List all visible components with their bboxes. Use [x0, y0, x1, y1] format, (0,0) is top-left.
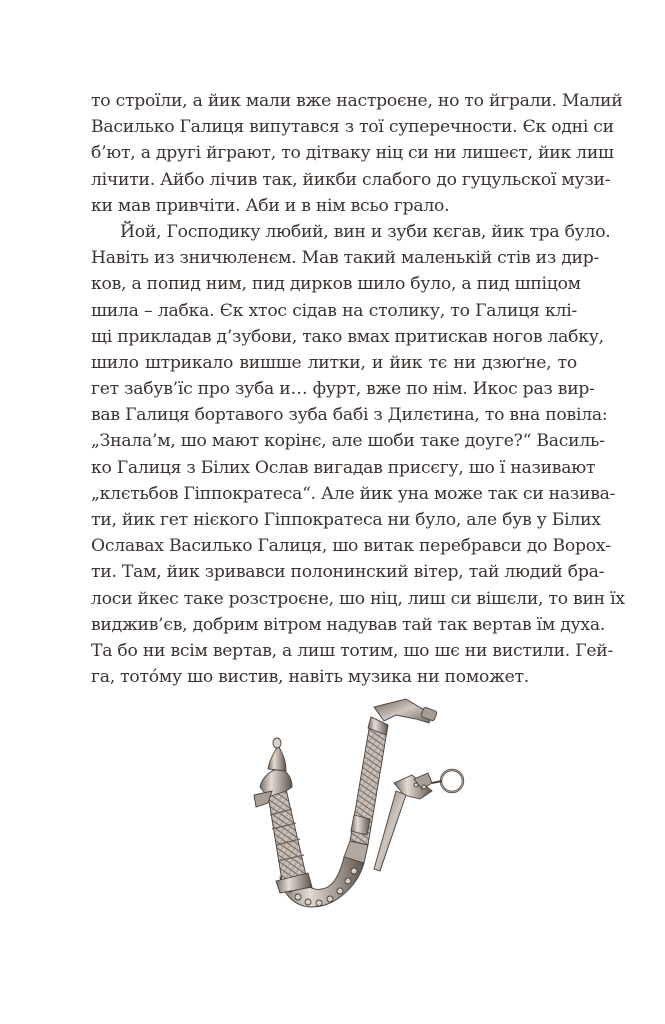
text-line: гет забув’їс про зуба и… фурт, вже по нім. Икос раз вир-: [91, 379, 595, 400]
text-line: Та бо ни всім вертав, а лиш тотим, шо шє ни вистили. Гей-: [91, 640, 614, 661]
text-line: „Знала’м, шо мают корінє, але шоби таке доуге?“ Василь-: [91, 431, 605, 452]
text-line: виджив’єв, добрим вітром надував тай так вертав їм духа.: [91, 614, 606, 635]
text-line: Ославах Василько Галиця, шо витак перебравси до Ворох-: [91, 536, 611, 557]
text-line: ков, а попид ним, пид дирков шило було, а пид шпіцом: [91, 274, 581, 295]
text-line: Василько Галиця випутався з тої суперечности. Єк одні си: [91, 117, 614, 138]
pipe-tool: [374, 770, 463, 871]
text-line: ти, йик гет нієкого Гіппократеса ни було, але був у Білих: [91, 510, 601, 530]
text-line: лічити. Айбо лічив так, йикби слабого до гуцульскої музи-: [91, 169, 611, 190]
text-line: шило штрикало вишше литки, и йик тє ни дзюґне, то: [91, 352, 577, 373]
text-line: то строїли, а йик мали вже настроєне, но то йграли. Малий: [91, 91, 623, 111]
pipe-illustration-icon: [246, 695, 476, 917]
paragraph-2: [91, 219, 625, 690]
text-line: „клєтьбов Гіппократеса“. Але йик уна може так си назива-: [91, 483, 616, 504]
text-line: ки мав привчіти. Аби и в нім всьо грало.: [91, 195, 450, 216]
text-line: лоси йкес таке розстроєне, шо ніц, лиш си вішєли, то вин їх: [91, 588, 625, 609]
text-line: ти. Там, йик зривавси полонинский вітер, тай людий бра-: [91, 562, 605, 583]
text-line: Навіть из зничюленєм. Мав такий маленькій стів из дир-: [91, 248, 600, 269]
paragraph-1: [91, 88, 623, 219]
text-line: шила – лабка. Єк хтос сідав на столику, то Галиця клі-: [91, 300, 577, 321]
text-line: щі прикладав д’зубови, тако вмах притискав ногов лабку,: [91, 326, 604, 347]
text-line: ко Галиця з Білих Ослав вигадав присєгу, шо ї називают: [91, 457, 596, 478]
pipe-bowl: [254, 738, 312, 893]
text-line: вав Галиця бортавого зуба бабі з Дилєтина, то вна повіла:: [91, 405, 608, 426]
text-line: Йой, Господику любий, вин и зуби кєгав, йик тра було.: [120, 221, 611, 242]
text-line: га, тото́му шо вистив, навіть музика ни поможет.: [91, 667, 530, 688]
body-text: [91, 88, 625, 690]
text-line: б’ют, а другі йграют, то дітваку ніц си ни лишеєт, йик лиш: [91, 143, 614, 164]
